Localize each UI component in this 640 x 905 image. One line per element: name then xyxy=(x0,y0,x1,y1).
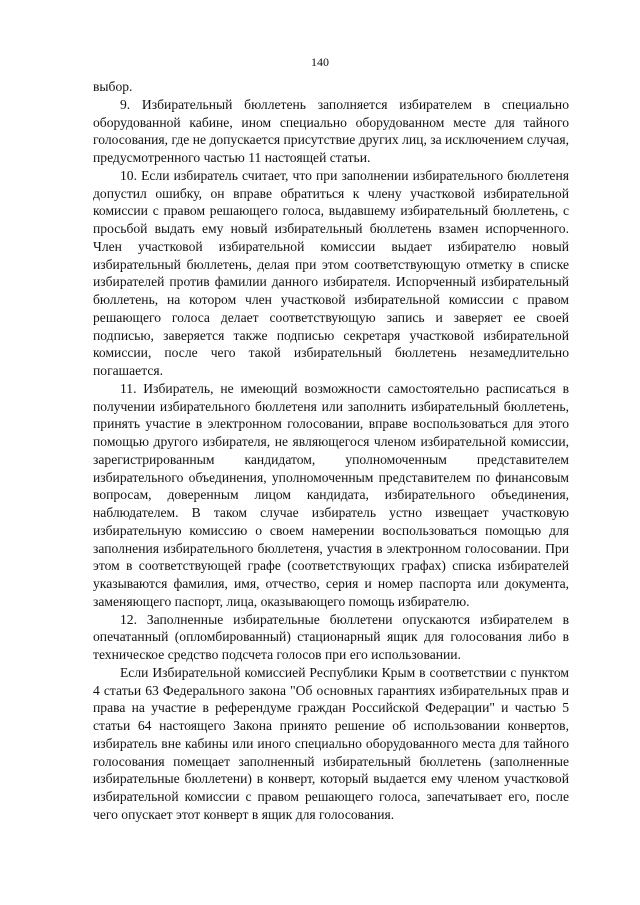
paragraph-continuation: выбор. xyxy=(93,79,133,94)
paragraph-item-11: 11. Избиратель, не имеющий возможности самостоятельно расписаться в получении избирательного бюллетеня или заполнить избирательный бюллетень, принять участие в электронном голосовании, вправе воспользоваться для этого помощью другого избирателя, не являющегося членом избирательной комиссии, зарегистрированным кандидатом, уполномоченным представителем избирательного объединения, уполномоченным представителем по финансовым вопросам, доверенным лицом кандидата, избирательного объединения, наблюдателем. В таком случае избиратель устно извещает участковую избирательную комиссию о своем намерении воспользоваться помощью для заполнения избирательного бюллетеня, участия в электронном голосовании. При этом в соответствующей графе (соответствующих графах) списка избирателей указываются фамилия, имя, отчество, серия и номер паспорта или документа, заменяющего паспорт, лица, оказывающего помощь избирателю. xyxy=(93,380,569,609)
document-body xyxy=(93,78,569,824)
page-number: 140 xyxy=(311,55,329,69)
paragraph-item-12: 12. Заполненные избирательные бюллетени опускаются избирателем в опечатанный (опломбированный) стационарный ящик для голосования либо в техническое средство подсчета голосов при его использовании. xyxy=(93,611,569,662)
paragraph-item-9: 9. Избирательный бюллетень заполняется избирателем в специально оборудованной кабине, ином специально оборудованном месте для тайного голосования, где не допускается присутствие других лиц, за исключением случая, предусмотренного частью 11 настоящей статьи. xyxy=(93,96,569,165)
paragraph-item-10: 10. Если избиратель считает, что при заполнении избирательного бюллетеня допустил ошибку, он вправе обратиться к члену участковой избирательной комиссии с правом решающего голоса, выдавшему избирательный бюллетень, с просьбой выдать ему новый избирательный бюллетень взамен испорченного. Член участковой избирательной комиссии выдает избирателю новый избирательный бюллетень, делая при этом соответствующую отметку в списке избирателей против фамилии данного избирателя. Испорченный избирательный бюллетень, на котором член участковой избирательной комиссии с правом решающего голоса делает соответствующую запись и заверяет ее своей подписью, заверяется также подписью секретаря участковой избирательной комиссии, после чего такой избирательный бюллетень незамедлительно погашается. xyxy=(93,167,569,378)
paragraph-envelopes: Если Избирательной комиссией Республики Крым в соответствии с пунктом 4 статьи 63 Федерального закона "Об основных гарантиях избирательных прав и права на участие в референдуме граждан Российской Федерации" и частью 5 статьи 64 настоящего Закона принято решение об использовании конвертов, избиратель вне кабины или иного специально оборудованного места для тайного голосования помещает заполненный избирательный бюллетень (заполненные избирательные бюллетени) в конверт, который выдается ему членом участковой избирательной комиссии с правом решающего голоса, запечатывает его, после чего опускает этот конверт в ящик для голосования. xyxy=(93,664,569,822)
